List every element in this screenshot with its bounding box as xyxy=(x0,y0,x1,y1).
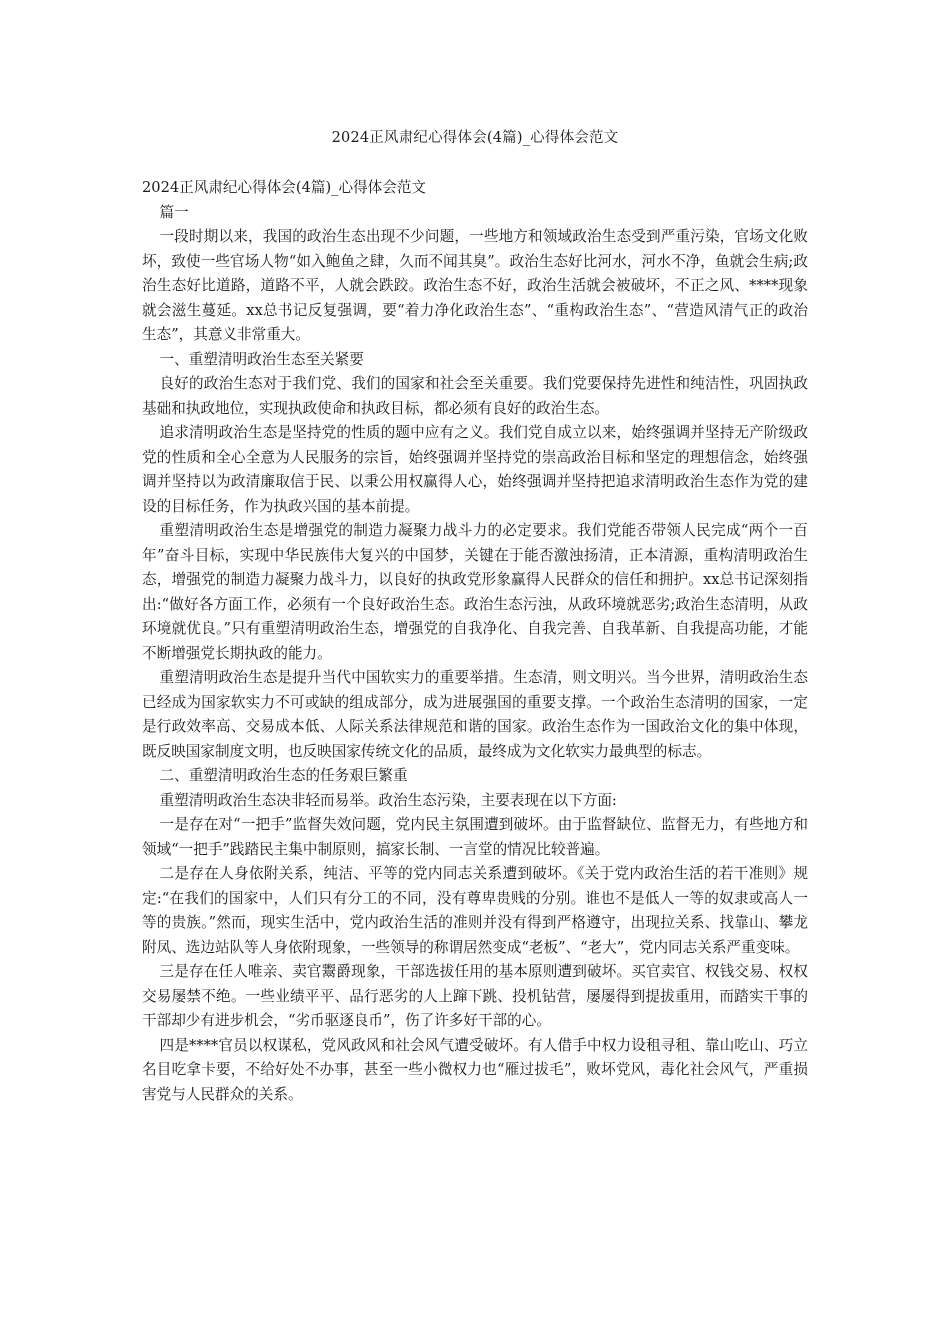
section-label: 篇一 xyxy=(159,203,189,221)
paragraph: 四是****官员以权谋私，党风政风和社会风气遭受破坏。有人借手中权力设租寻租、靠山吃山、巧立名目吃拿卡要，不给好处不办事，甚至一些小微权力也“雁过拔毛”，败坏党风，毒化社会风气，严重损害党与人民群众的关系。 xyxy=(142,1036,808,1103)
paragraph: 三是存在任人唯亲、卖官鬻爵现象，干部选拔任用的基本原则遭到破坏。买官卖官、权钱交易、权权交易屡禁不绝。一些业绩平平、品行恶劣的人上蹿下跳、投机钻营，屡屡得到提拔重用，而踏实干事的干部却少有进步机会，“劣币驱逐良币”，伤了许多好干部的心。 xyxy=(142,963,808,1029)
paragraph: 一是存在对“一把手”监督失效问题，党内民主氛围遭到破坏。由于监督缺位、监督无力，有些地方和领域“一把手”践踏民主集中制原则，搞家长制、一言堂的情况比较普遍。 xyxy=(142,816,808,858)
paragraph: 重塑清明政治生态是提升当代中国软实力的重要举措。生态清，则文明兴。当今世界，清明政治生态已经成为国家软实力不可或缺的组成部分，成为进展强国的重要支撑。一个政治生态清明的国家，一定是行政效率高、交易成本低、人际关系法律规范和谐的国家。政治生态作为一国政治文化的集中体现，既反映国家制度文明，也反映国家传统文化的品质，最终成为文化软实力最典型的标志。 xyxy=(142,669,808,760)
paragraph: 重塑清明政治生态是增强党的制造力凝聚力战斗力的必定要求。我们党能否带领人民完成“两个一百年”奋斗目标，实现中华民族伟大复兴的中国梦，关键在于能否激浊扬清，正本清源，重构清明政治生态，增强党的制造力凝聚力战斗力，以良好的执政党形象赢得人民群众的信任和拥护。xx总书记深刻指出:“做好各方面工作，必须有一个良好政治生态。政治生态污浊，从政环境就恶劣;政治生态清明，从政环境就优良。”只有重塑清明政治生态，增强党的自我净化、自我完善、自我革新、自我提高功能，才能不断增强党长期执政的能力。 xyxy=(142,522,808,662)
paragraph: 一段时期以来，我国的政治生态出现不少问题，一些地方和领域政治生态受到严重污染，官场文化败坏，致使一些官场人物“如入鲍鱼之肆，久而不闻其臭”。政治生态好比河水，河水不净，鱼就会生病;政治生态好比道路，道路不平，人就会跌跤。政治生态不好，政治生活就会被破坏，不正之风、****现象就会滋生蔓延。xx总书记反复强调，要“着力净化政治生态”、“重构政治生态”、“营造风清气正的政治生态”，其意义非常重大。 xyxy=(142,228,808,343)
section-heading: 二、重塑清明政治生态的任务艰巨繁重 xyxy=(159,767,408,784)
document-body xyxy=(142,176,808,1107)
document-subtitle: 2024正风肃纪心得体会(4篇)_心得体会范文 xyxy=(142,179,427,196)
paragraph: 良好的政治生态对于我们党、我们的国家和社会至关重要。我们党要保持先进性和纯洁性，巩固执政基础和执政地位，实现执政使命和执政目标，都必须有良好的政治生态。 xyxy=(142,375,808,417)
paragraph: 重塑清明政治生态决非轻而易举。政治生态污染，主要表现在以下方面: xyxy=(159,791,617,809)
paragraph: 追求清明政治生态是坚持党的性质的题中应有之义。我们党自成立以来，始终强调并坚持无产阶级政党的性质和全心全意为人民服务的宗旨，始终强调并坚持党的崇高政治目标和坚定的理想信念，始终强调并坚持以为政清廉取信于民、以秉公用权赢得人心，始终强调并坚持把追求清明政治生态作为党的建设的目标任务，作为执政兴国的基本前提。 xyxy=(142,424,808,515)
paragraph: 二是存在人身依附关系，纯洁、平等的党内同志关系遭到破坏。《关于党内政治生活的若干准则》规定:“在我们的国家中，人们只有分工的不同，没有尊卑贵贱的分别。谁也不是低人一等的奴隶或高人一等的贵族。”然而，现实生活中，党内政治生活的准则并没有得到严格遵守，出现拉关系、找靠山、攀龙附凤、选边站队等人身依附现象，一些领导的称谓居然变成“老板”、“老大”，党内同志关系严重变味。 xyxy=(142,865,808,956)
section-heading: 一、重塑清明政治生态至关紧要 xyxy=(159,350,364,368)
document-title: 2024正风肃纪心得体会(4篇)_心得体会范文 xyxy=(331,130,619,146)
